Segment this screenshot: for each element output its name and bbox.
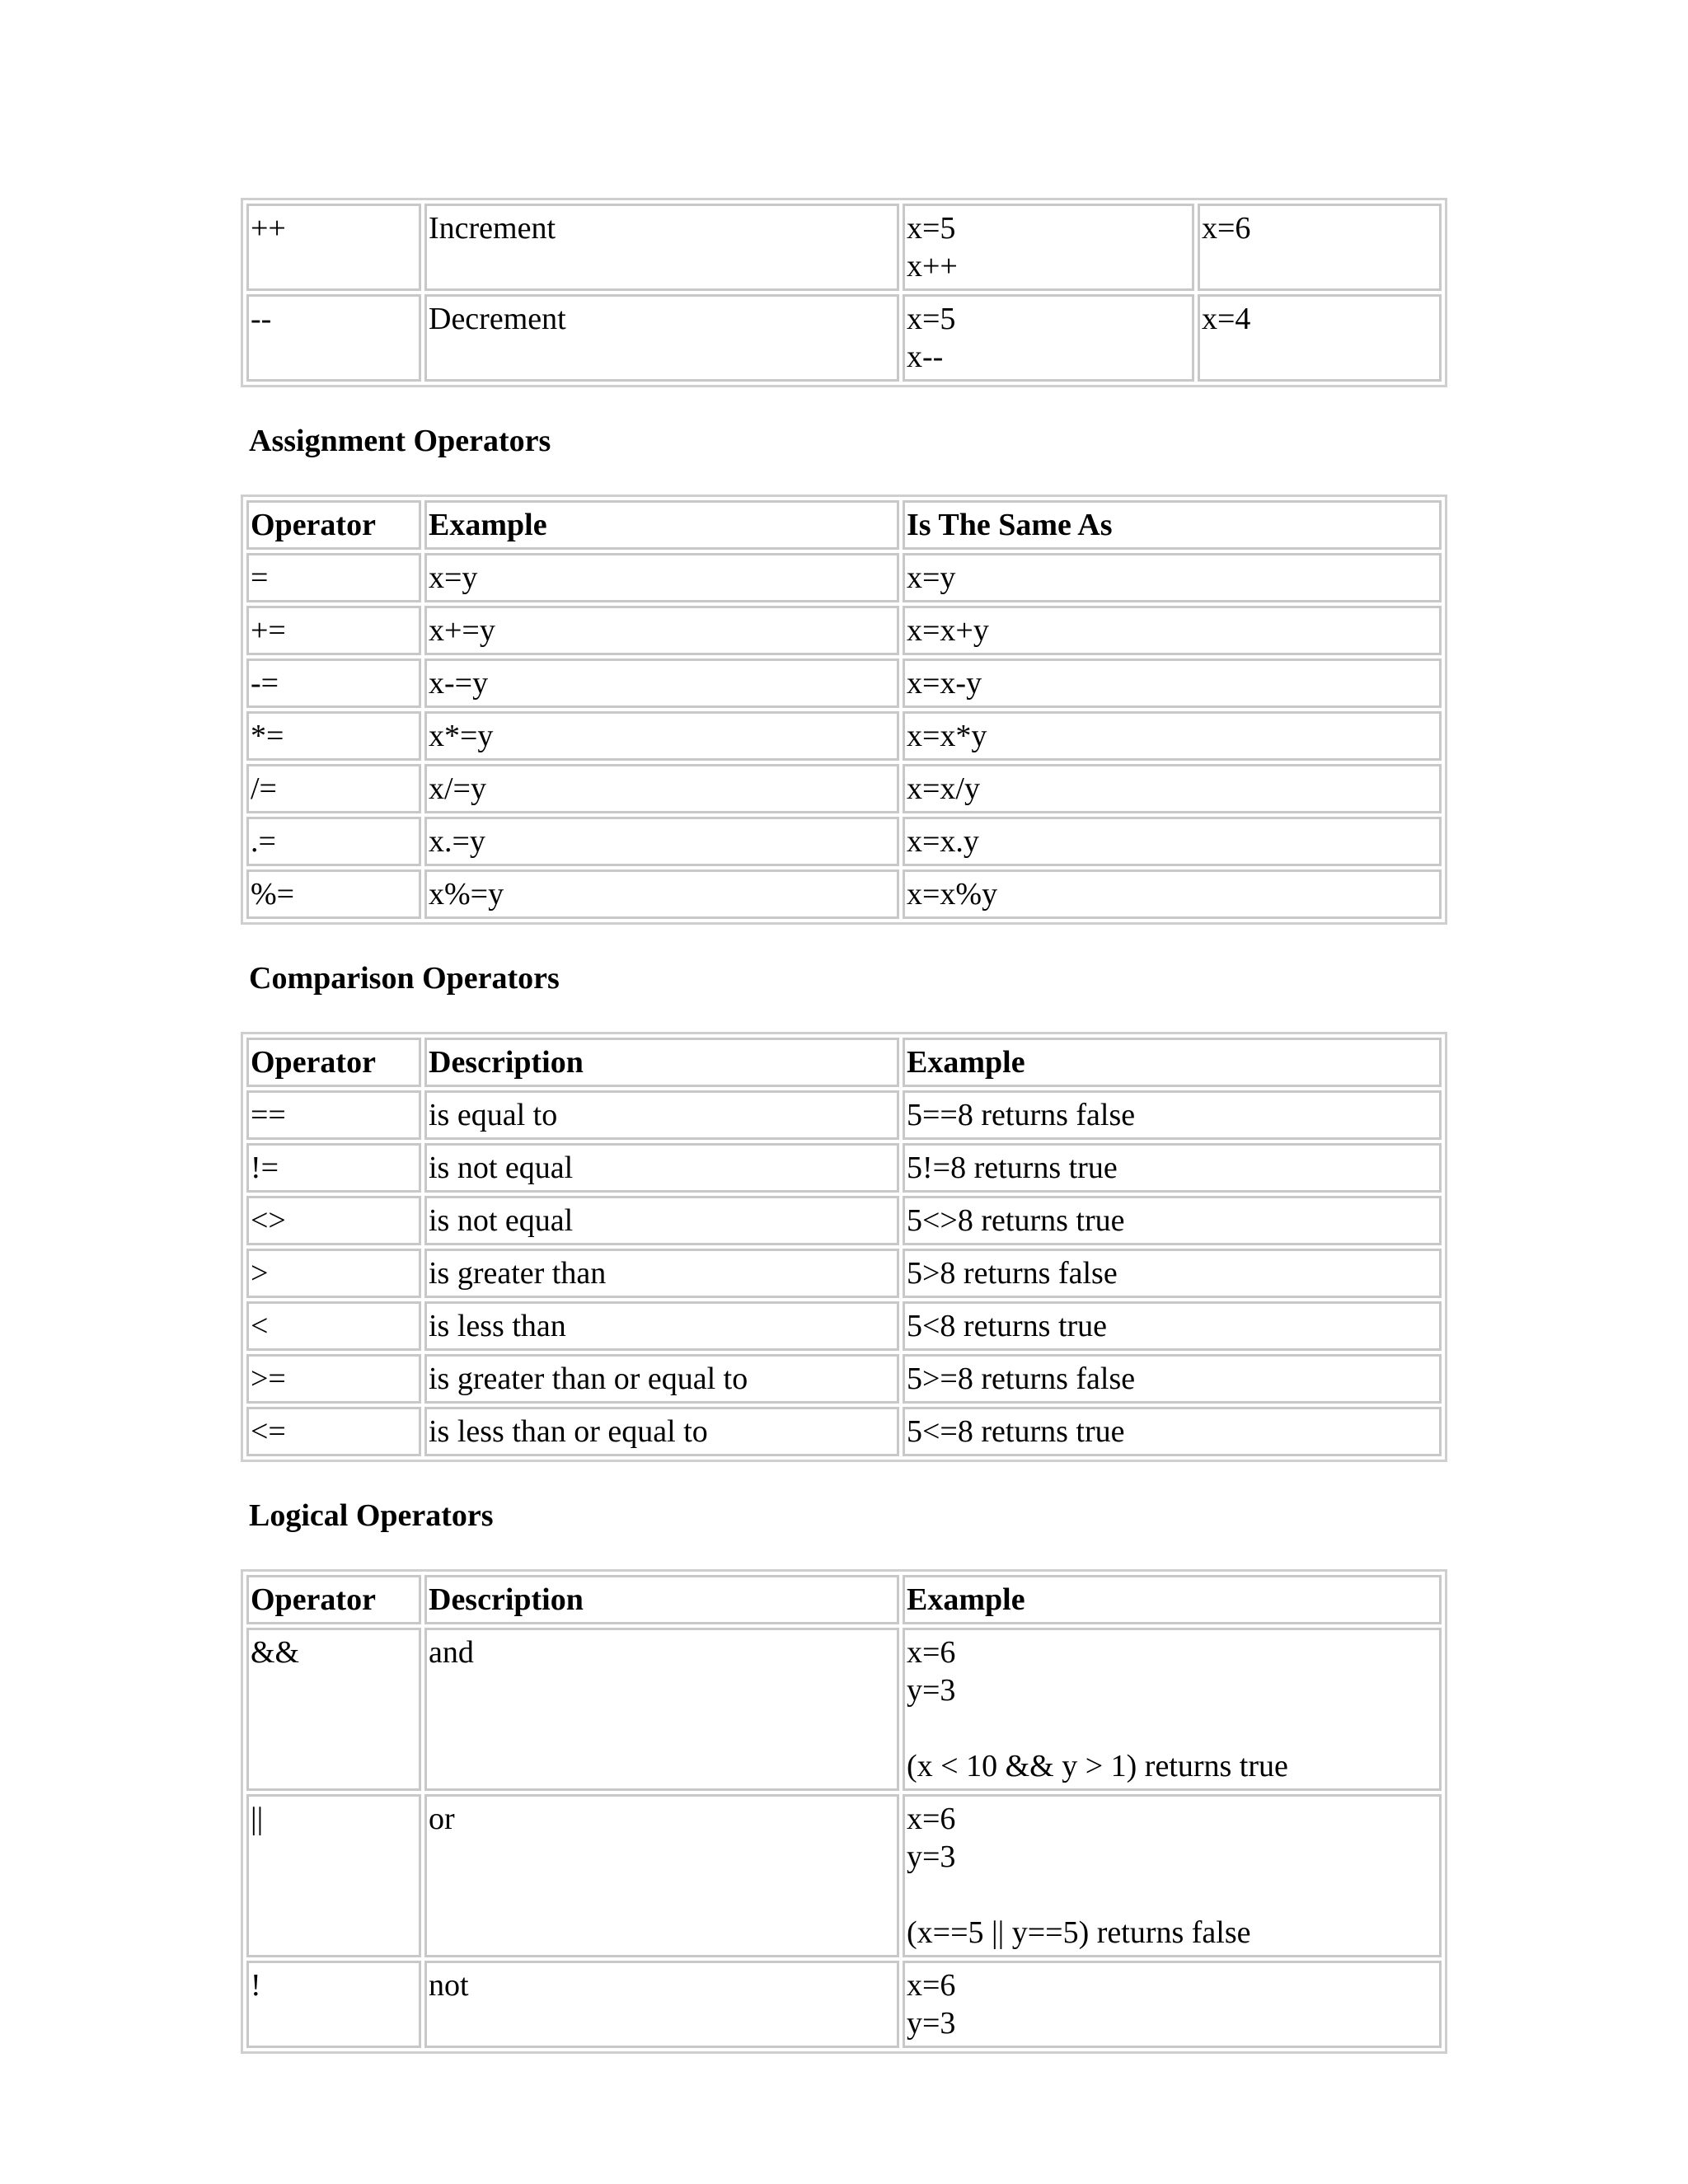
- comparison-operators-table: [241, 1032, 1447, 1462]
- operator-cell: !=: [246, 1143, 421, 1193]
- table-row: [246, 1143, 1442, 1193]
- document-page: [241, 198, 1447, 2054]
- example-cell: x%=y: [424, 869, 899, 919]
- operator-cell: %=: [246, 869, 421, 919]
- column-header: Example: [903, 1038, 1442, 1087]
- table-row: [246, 606, 1442, 655]
- table-header-row: [246, 500, 1442, 550]
- table-row: [246, 764, 1442, 813]
- description-cell: not: [424, 1961, 899, 2048]
- operator-cell: &&: [246, 1628, 421, 1791]
- table-row: [246, 1249, 1442, 1298]
- example-cell: x.=y: [424, 817, 899, 866]
- result-cell: x=4: [1198, 294, 1442, 382]
- example-cell: 5>8 returns false: [903, 1249, 1442, 1298]
- table-header-row: [246, 1038, 1442, 1087]
- table-row: [246, 1794, 1442, 1957]
- column-header: Operator: [246, 1038, 421, 1087]
- table-row: [246, 1090, 1442, 1140]
- column-header: Example: [903, 1575, 1442, 1624]
- column-header: Operator: [246, 1575, 421, 1624]
- example-cell: x=y: [424, 553, 899, 602]
- operator-cell: !: [246, 1961, 421, 2048]
- column-header: Description: [424, 1038, 899, 1087]
- operator-cell: *=: [246, 711, 421, 761]
- example-cell: x=5 x++: [903, 204, 1194, 291]
- result-cell: x=6: [1198, 204, 1442, 291]
- table-row: [246, 658, 1442, 708]
- example-cell: 5<8 returns true: [903, 1301, 1442, 1351]
- example-cell: x=5 x--: [903, 294, 1194, 382]
- operator-cell: .=: [246, 817, 421, 866]
- column-header: Example: [424, 500, 899, 550]
- description-cell: is less than: [424, 1301, 899, 1351]
- arithmetic-operators-table: [241, 198, 1447, 387]
- example-cell: x/=y: [424, 764, 899, 813]
- equivalent-cell: x=x+y: [903, 606, 1442, 655]
- assignment-section-title: Assignment Operators: [249, 424, 551, 458]
- description-cell: or: [424, 1794, 899, 1957]
- operator-cell: <=: [246, 1407, 421, 1456]
- operator-cell: <: [246, 1301, 421, 1351]
- example-cell: 5<=8 returns true: [903, 1407, 1442, 1456]
- table-row: [246, 553, 1442, 602]
- table-row: [246, 1301, 1442, 1351]
- table-row: [246, 1354, 1442, 1404]
- equivalent-cell: x=x/y: [903, 764, 1442, 813]
- description-cell: is not equal: [424, 1143, 899, 1193]
- description-cell: Increment: [424, 204, 899, 291]
- table-row: [246, 204, 1442, 291]
- column-header: Description: [424, 1575, 899, 1624]
- operator-cell: =: [246, 553, 421, 602]
- example-cell: x-=y: [424, 658, 899, 708]
- table-row: [246, 1407, 1442, 1456]
- equivalent-cell: x=x%y: [903, 869, 1442, 919]
- example-cell: 5!=8 returns true: [903, 1143, 1442, 1193]
- description-cell: and: [424, 1628, 899, 1791]
- description-cell: Decrement: [424, 294, 899, 382]
- example-cell: 5<>8 returns true: [903, 1196, 1442, 1245]
- table-row: [246, 817, 1442, 866]
- column-header: Is The Same As: [903, 500, 1442, 550]
- operator-cell: <>: [246, 1196, 421, 1245]
- example-cell: x*=y: [424, 711, 899, 761]
- operator-cell: +=: [246, 606, 421, 655]
- operator-cell: /=: [246, 764, 421, 813]
- operator-cell: --: [246, 294, 421, 382]
- comparison-section-title: Comparison Operators: [249, 961, 560, 996]
- description-cell: is greater than: [424, 1249, 899, 1298]
- example-cell: 5==8 returns false: [903, 1090, 1442, 1140]
- description-cell: is greater than or equal to: [424, 1354, 899, 1404]
- operator-cell: ==: [246, 1090, 421, 1140]
- example-cell: x=6 y=3: [903, 1961, 1442, 2048]
- logical-operators-table: [241, 1569, 1447, 2054]
- operator-cell: >: [246, 1249, 421, 1298]
- equivalent-cell: x=y: [903, 553, 1442, 602]
- table-row: [246, 869, 1442, 919]
- example-cell: x=6 y=3 (x==5 || y==5) returns false: [903, 1794, 1442, 1957]
- description-cell: is less than or equal to: [424, 1407, 899, 1456]
- equivalent-cell: x=x-y: [903, 658, 1442, 708]
- equivalent-cell: x=x*y: [903, 711, 1442, 761]
- table-row: [246, 294, 1442, 382]
- example-cell: x+=y: [424, 606, 899, 655]
- table-row: [246, 1961, 1442, 2048]
- operator-cell: ++: [246, 204, 421, 291]
- example-cell: 5>=8 returns false: [903, 1354, 1442, 1404]
- table-row: [246, 1196, 1442, 1245]
- example-cell: x=6 y=3 (x < 10 && y > 1) returns true: [903, 1628, 1442, 1791]
- table-header-row: [246, 1575, 1442, 1624]
- description-cell: is not equal: [424, 1196, 899, 1245]
- assignment-operators-table: [241, 494, 1447, 925]
- operator-cell: ||: [246, 1794, 421, 1957]
- table-row: [246, 711, 1442, 761]
- logical-section-title: Logical Operators: [249, 1498, 494, 1533]
- table-row: [246, 1628, 1442, 1791]
- column-header: Operator: [246, 500, 421, 550]
- operator-cell: -=: [246, 658, 421, 708]
- equivalent-cell: x=x.y: [903, 817, 1442, 866]
- description-cell: is equal to: [424, 1090, 899, 1140]
- operator-cell: >=: [246, 1354, 421, 1404]
